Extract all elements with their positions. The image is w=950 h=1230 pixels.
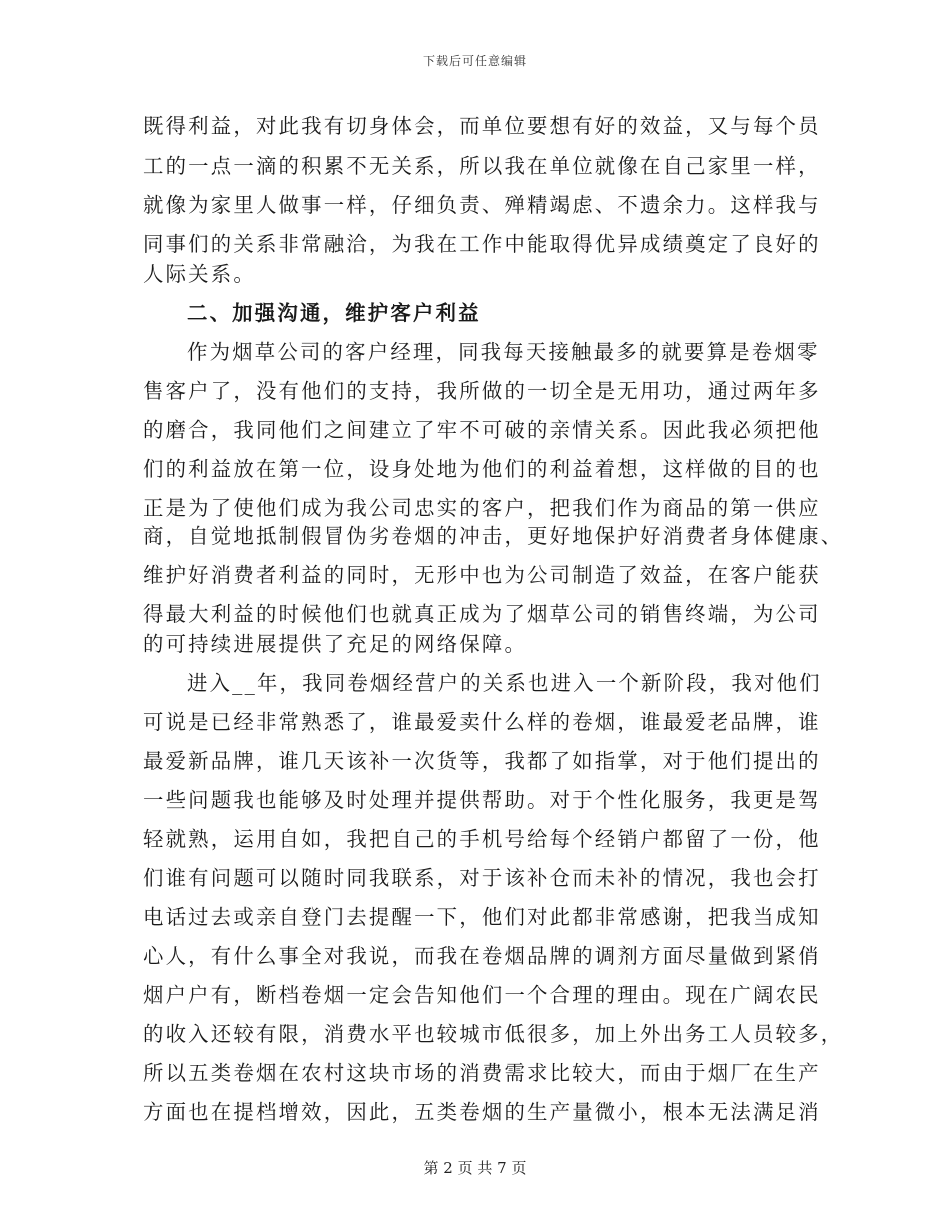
body-line: 工的一点一滴的积累不无关系，所以我在单位就像在自己家里一样， xyxy=(143,154,821,178)
body-line: 就像为家里人做事一样，仔细负责、殚精竭虑、不遗余力。这样我与 xyxy=(143,193,821,217)
body-line: 方面也在提档增效，因此，五类卷烟的生产量微小，根本无法满足消 xyxy=(143,1100,821,1124)
body-line: 商，自觉地抵制假冒伪劣卷烟的冲击，更好地保护好消费者身体健康、 xyxy=(143,524,844,548)
body-line: 电话过去或亲自登门去提醒一下，他们对此都非常感谢，把我当成知 xyxy=(143,905,821,929)
body-line: 得最大利益的时候他们也就真正成为了烟草公司的销售终端，为公司 xyxy=(143,602,821,626)
body-line: 作为烟草公司的客户经理，同我每天接触最多的就要算是卷烟零 xyxy=(187,340,820,364)
page-number: 第 2 页 共 7 页 xyxy=(423,1159,527,1177)
body-line: 的磨合，我同他们之间建立了牢不可破的亲情关系。因此我必须把他 xyxy=(143,418,821,442)
body-line: 们谁有问题可以随时同我联系，对于该补仓而未补的情况，我也会打 xyxy=(143,866,821,890)
body-line: 可说是已经非常熟悉了，谁最爱卖什么样的卷烟，谁最爱老品牌，谁 xyxy=(143,710,821,734)
body-line: 的收入还较有限，消费水平也较城市低很多，加上外出务工人员较多， xyxy=(143,1022,844,1046)
body-line: 维护好消费者利益的同时，无形中也为公司制造了效益，在客户能获 xyxy=(143,563,821,587)
body-line: 人际关系。 xyxy=(143,262,256,286)
body-line: 心人，有什么事全对我说，而我在卷烟品牌的调剂方面尽量做到紧俏 xyxy=(143,944,821,968)
body-line: 最爱新品牌，谁几天该补一次货等，我都了如指掌，对于他们提出的 xyxy=(143,749,821,773)
body-line: 们的利益放在第一位，设身处地为他们的利益着想，这样做的目的也 xyxy=(143,457,821,481)
body-line: 一些问题我也能够及时处理并提供帮助。对于个性化服务，我更是驾 xyxy=(143,788,821,812)
section-heading: 二、加强沟通，维护客户利益 xyxy=(187,301,481,325)
body-line: 正是为了使他们成为我公司忠实的客户，把我们作为商品的第一供应 xyxy=(143,496,821,520)
body-line: 的可持续进展提供了充足的网络保障。 xyxy=(143,632,528,656)
body-line: 售客户了，没有他们的支持，我所做的一切全是无用功，通过两年多 xyxy=(143,379,821,403)
body-line: 所以五类卷烟在农村这块市场的消费需求比较大，而由于烟厂在生产 xyxy=(143,1061,821,1085)
header-note: 下载后可任意编辑 xyxy=(422,54,527,68)
body-line: 轻就熟，运用自如，我把自己的手机号给每个经销户都留了一份，他 xyxy=(143,827,821,851)
body-line: 既得利益，对此我有切身体会，而单位要想有好的效益，又与每个员 xyxy=(143,114,821,138)
body-line: 同事们的关系非常融洽，为我在工作中能取得优异成绩奠定了良好的 xyxy=(143,232,821,256)
body-line: 烟户户有，断档卷烟一定会告知他们一个合理的理由。现在广阔农民 xyxy=(143,983,821,1007)
body-line: 进入__年，我同卷烟经营户的关系也进入一个新阶段，我对他们 xyxy=(187,671,822,695)
